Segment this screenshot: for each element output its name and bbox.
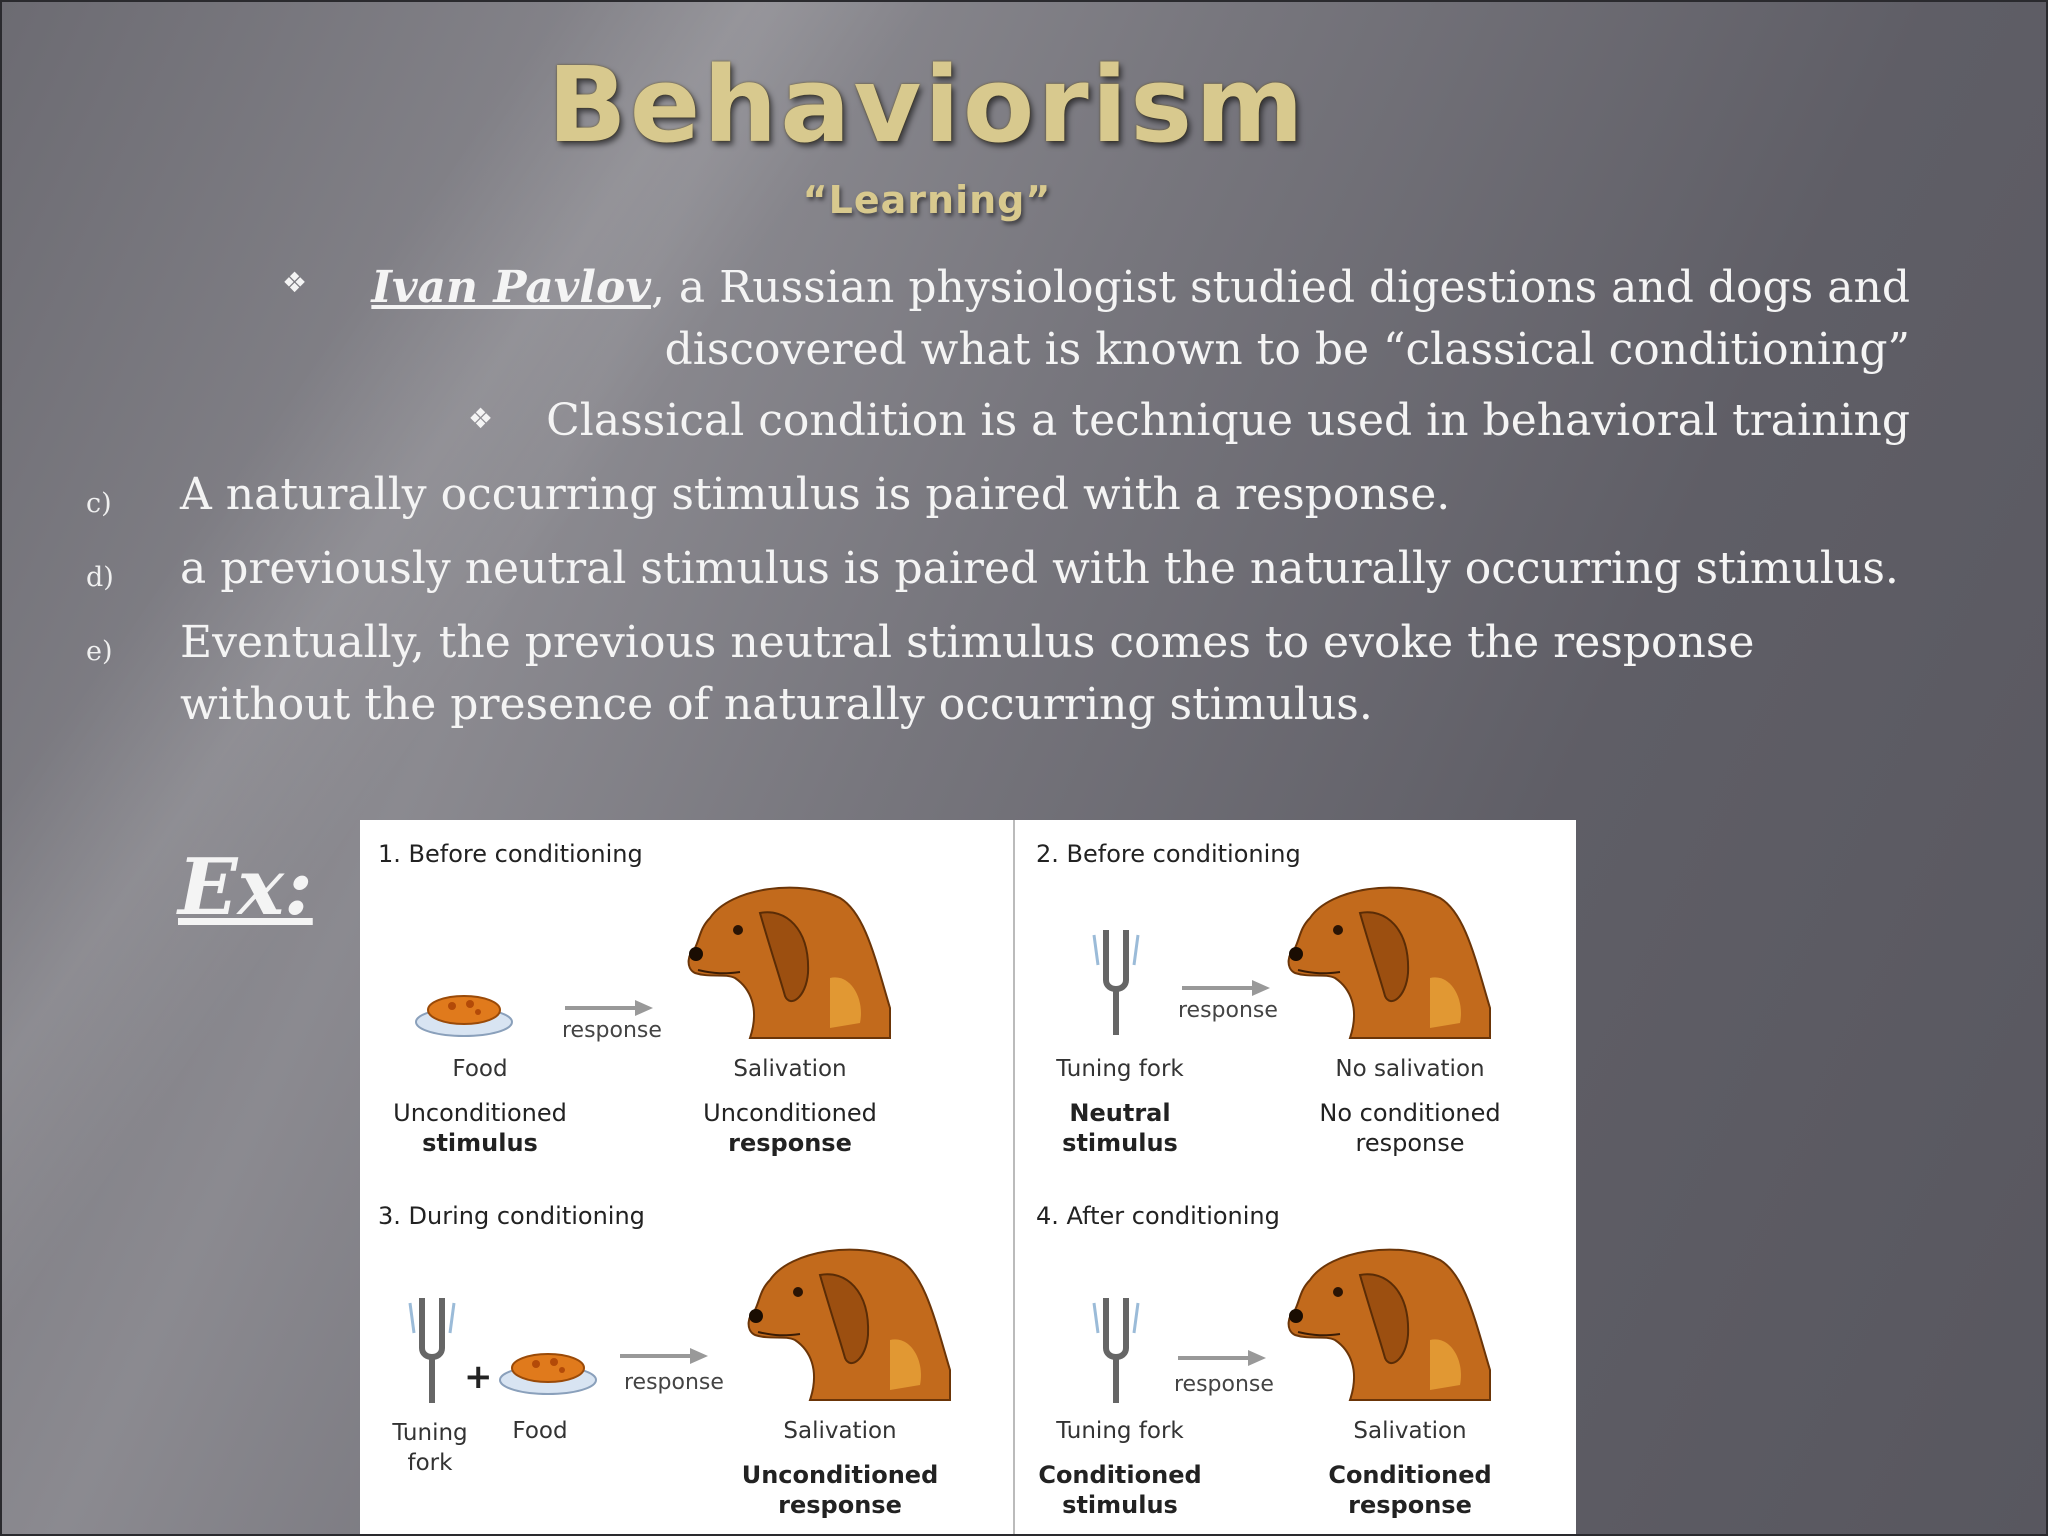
diamond-bullet-icon: ❖ xyxy=(282,266,308,299)
stimulus-type: Unconditioned stimulus xyxy=(393,1099,567,1157)
arrow-icon xyxy=(620,1348,708,1364)
panel-title: 1. Before conditioning xyxy=(378,840,643,868)
dog-icon xyxy=(749,1250,950,1400)
stimulus-label: Tuning fork xyxy=(392,1420,468,1476)
arrow-icon xyxy=(1182,980,1270,996)
response-label: Salivation xyxy=(783,1418,897,1444)
arrow-icon xyxy=(565,1000,653,1016)
list-marker: d) xyxy=(86,562,114,593)
response-type: Unconditioned response xyxy=(703,1099,877,1157)
response-label: Salivation xyxy=(1353,1418,1467,1444)
dog-icon xyxy=(1289,888,1490,1038)
list-marker: e) xyxy=(86,636,113,667)
stimulus-type: Conditioned stimulus xyxy=(1038,1461,1202,1519)
plus-icon: + xyxy=(464,1357,493,1397)
conditioning-diagram xyxy=(360,820,1576,1536)
stimulus-label: Food xyxy=(512,1418,568,1444)
list-marker: c) xyxy=(86,488,112,519)
example-label: Ex: xyxy=(178,842,313,933)
food-bowl-icon xyxy=(416,996,512,1036)
arrow-icon xyxy=(1178,1350,1266,1366)
diamond-bullet-icon: ❖ xyxy=(468,402,494,435)
stimulus-label: Tuning fork xyxy=(1056,1418,1184,1444)
bullet-pavlov-line1: , a Russian physiologist studied digestions and dogs and xyxy=(650,262,1910,313)
stimulus-label: Food xyxy=(452,1056,508,1082)
bullet-pavlov-line2: discovered what is known to be “classical conditioning” xyxy=(664,324,1910,375)
slide-subtitle: “Learning” xyxy=(802,178,1052,222)
panel-title: 4. After conditioning xyxy=(1036,1202,1280,1230)
tuning-fork-icon xyxy=(410,1298,454,1403)
slide-title: Behaviorism xyxy=(547,44,1307,166)
bullet-classical: Classical condition is a technique used in behavioral training xyxy=(546,395,1910,446)
food-bowl-icon xyxy=(500,1354,596,1394)
bullet-pavlov xyxy=(370,257,1910,381)
response-label: Salivation xyxy=(733,1056,847,1082)
list-item-line2: without the presence of naturally occurring stimulus. xyxy=(180,679,1373,730)
list-item xyxy=(180,612,1940,736)
arrow-label: response xyxy=(1174,1372,1274,1397)
arrow-label: response xyxy=(624,1370,724,1395)
list-item: A naturally occurring stimulus is paired with a response. xyxy=(180,469,1451,520)
list-item: a previously neutral stimulus is paired with the naturally occurring stimulus. xyxy=(180,543,1899,594)
tuning-fork-icon xyxy=(1094,930,1138,1035)
list-item-line1: Eventually, the previous neutral stimulus comes to evoke the response xyxy=(180,617,1755,668)
tuning-fork-icon xyxy=(1094,1298,1138,1403)
response-type: Conditioned response xyxy=(1328,1461,1492,1519)
pavlov-name: Ivan Pavlov xyxy=(371,262,651,313)
panel-title: 3. During conditioning xyxy=(378,1202,645,1230)
stimulus-type: Neutral stimulus xyxy=(1062,1099,1178,1157)
arrow-label: response xyxy=(1178,998,1278,1023)
stimulus-label: Tuning fork xyxy=(1056,1056,1184,1082)
response-label: No salivation xyxy=(1335,1056,1485,1082)
panel-title: 2. Before conditioning xyxy=(1036,840,1301,868)
response-type: Unconditioned response xyxy=(741,1461,939,1519)
dog-icon xyxy=(1289,1250,1490,1400)
arrow-label: response xyxy=(562,1018,662,1043)
dog-icon xyxy=(689,888,890,1038)
response-type: No conditioned response xyxy=(1319,1099,1501,1157)
